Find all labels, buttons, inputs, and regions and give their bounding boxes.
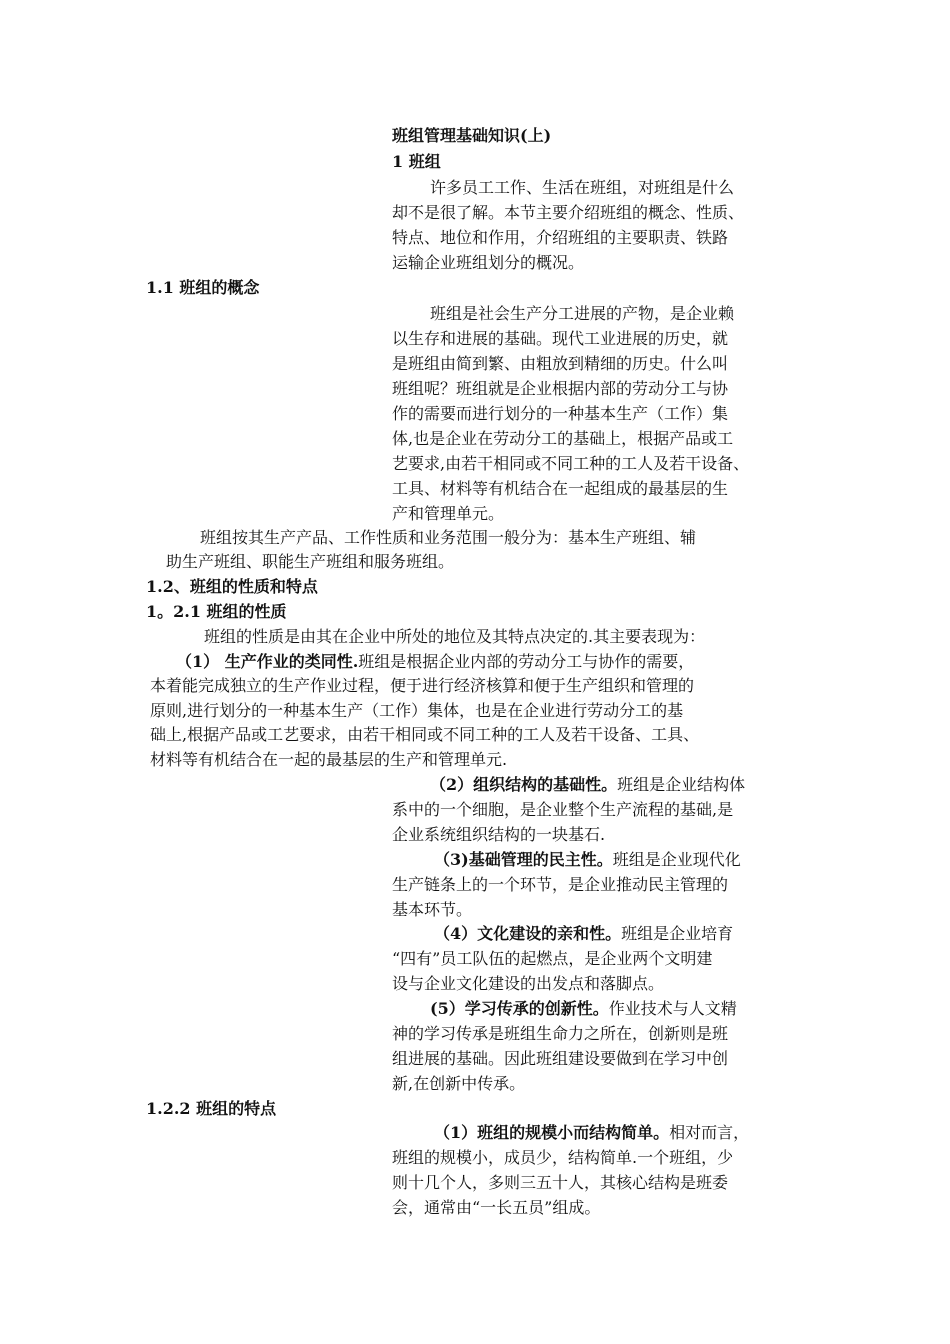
text: 班组是根据企业内部的劳动分工与协作的需要， [358,652,695,671]
paragraph-line: “四有”员工队伍的起燃点，是企业两个文明建 [392,949,713,968]
paragraph-line: 却不是很了解。本节主要介绍班组的概念、性质、 [392,203,745,222]
paragraph-line: 础上,根据产品或工艺要求，由若干相同或不同工种的工人及若干设备、工具、 [150,725,700,744]
paragraph-line [434,1121,749,1145]
paragraph-line [434,922,733,946]
text: 相对而言， [669,1123,750,1142]
section-1-2-heading: 1.2、班组的性质和特点 [146,577,318,596]
section-1-2-1-heading: 1。2.1 班组的性质 [146,602,287,621]
paragraph-line: 是班组由简到繁、由粗放到精细的历史。什么叫 [392,354,729,373]
section-1-heading: 1 班组 [392,152,441,171]
paragraph-line: 班组的规模小，成员少，结构简单.一个班组，少 [392,1148,734,1167]
paragraph-line: 原则,进行划分的一种基本生产（工作）集体，也是在企业进行劳动分工的基 [150,701,684,720]
emphasis: （2）组织结构的基础性。 [430,775,618,794]
paragraph-line: 工具、材料等有机结合在一起组成的最基层的生 [392,479,729,498]
paragraph-line: 体,也是企业在劳动分工的基础上，根据产品或工 [392,429,734,448]
paragraph-line [434,848,741,872]
paragraph-line: 作的需要而进行划分的一种基本生产（工作）集 [392,404,729,423]
emphasis: （4）文化建设的亲和性。 [434,924,622,943]
paragraph-line: 设与企业文化建设的出发点和落脚点。 [392,974,665,993]
paragraph-line: 助生产班组、职能生产班组和服务班组。 [166,552,455,571]
paragraph-line: 神的学习传承是班组生命力之所在，创新则是班 [392,1024,729,1043]
paragraph-line: 生产链条上的一个环节，是企业推动民主管理的 [392,875,729,894]
paragraph-line: 企业系统组织结构的一块基石. [392,825,606,844]
paragraph-line: 产和管理单元。 [392,504,505,523]
paragraph-line [176,650,694,674]
paragraph-line: 材料等有机结合在一起的最基层的生产和管理单元. [150,750,508,769]
paragraph-line: 会，通常由“一长五员”组成。 [392,1198,601,1217]
paragraph-line: 基本环节。 [392,900,473,919]
paragraph-line [430,997,737,1021]
paragraph-line: 组进展的基础。因此班组建设要做到在学习中创 [392,1049,729,1068]
paragraph-line: 以生存和进展的基础。现代工业进展的历史，就 [392,329,729,348]
emphasis: （3)基础管理的民主性。 [434,850,613,869]
paragraph-line: 班组是社会生产分工进展的产物，是企业赖 [430,304,735,323]
paragraph-line: 班组呢？班组就是企业根据内部的劳动分工与协 [392,379,729,398]
page-title: 班组管理基础知识(上) [392,126,552,145]
text: 班组是企业结构体 [617,775,746,794]
section-1-2-2-heading: 1.2.2 班组的特点 [146,1099,277,1118]
text: 作业技术与人文精 [608,999,737,1018]
emphasis: （1） 生产作业的类同性. [176,652,359,671]
paragraph-line: 新,在创新中传承。 [392,1074,526,1093]
paragraph-line: 运输企业班组划分的概况。 [392,253,585,272]
text: 班组是企业培育 [621,924,734,943]
section-1-1-heading: 1.1 班组的概念 [146,278,260,297]
paragraph-line: 本着能完成独立的生产作业过程，便于进行经济核算和便于生产组织和管理的 [150,676,695,695]
text: 班组是企业现代化 [612,850,741,869]
paragraph-line: 许多员工工作、生活在班组，对班组是什么 [430,178,735,197]
paragraph-line: 特点、地位和作用，介绍班组的主要职责、铁路 [392,228,729,247]
emphasis: （1）班组的规模小而结构简单。 [434,1123,670,1142]
paragraph-line: 则十几个人，多则三五十人，其核心结构是班委 [392,1173,729,1192]
paragraph-line: 艺要求,由若干相同或不同工种的工人及若干设备、 [392,454,750,473]
paragraph-line: 系中的一个细胞，是企业整个生产流程的基础,是 [392,800,734,819]
emphasis: (5）学习传承的创新性。 [430,999,609,1018]
paragraph-line [430,773,745,797]
paragraph-line: 班组的性质是由其在企业中所处的地位及其特点决定的.其主要表现为： [204,627,706,646]
paragraph-line: 班组按其生产产品、工作性质和业务范围一般分为：基本生产班组、辅 [200,528,697,547]
